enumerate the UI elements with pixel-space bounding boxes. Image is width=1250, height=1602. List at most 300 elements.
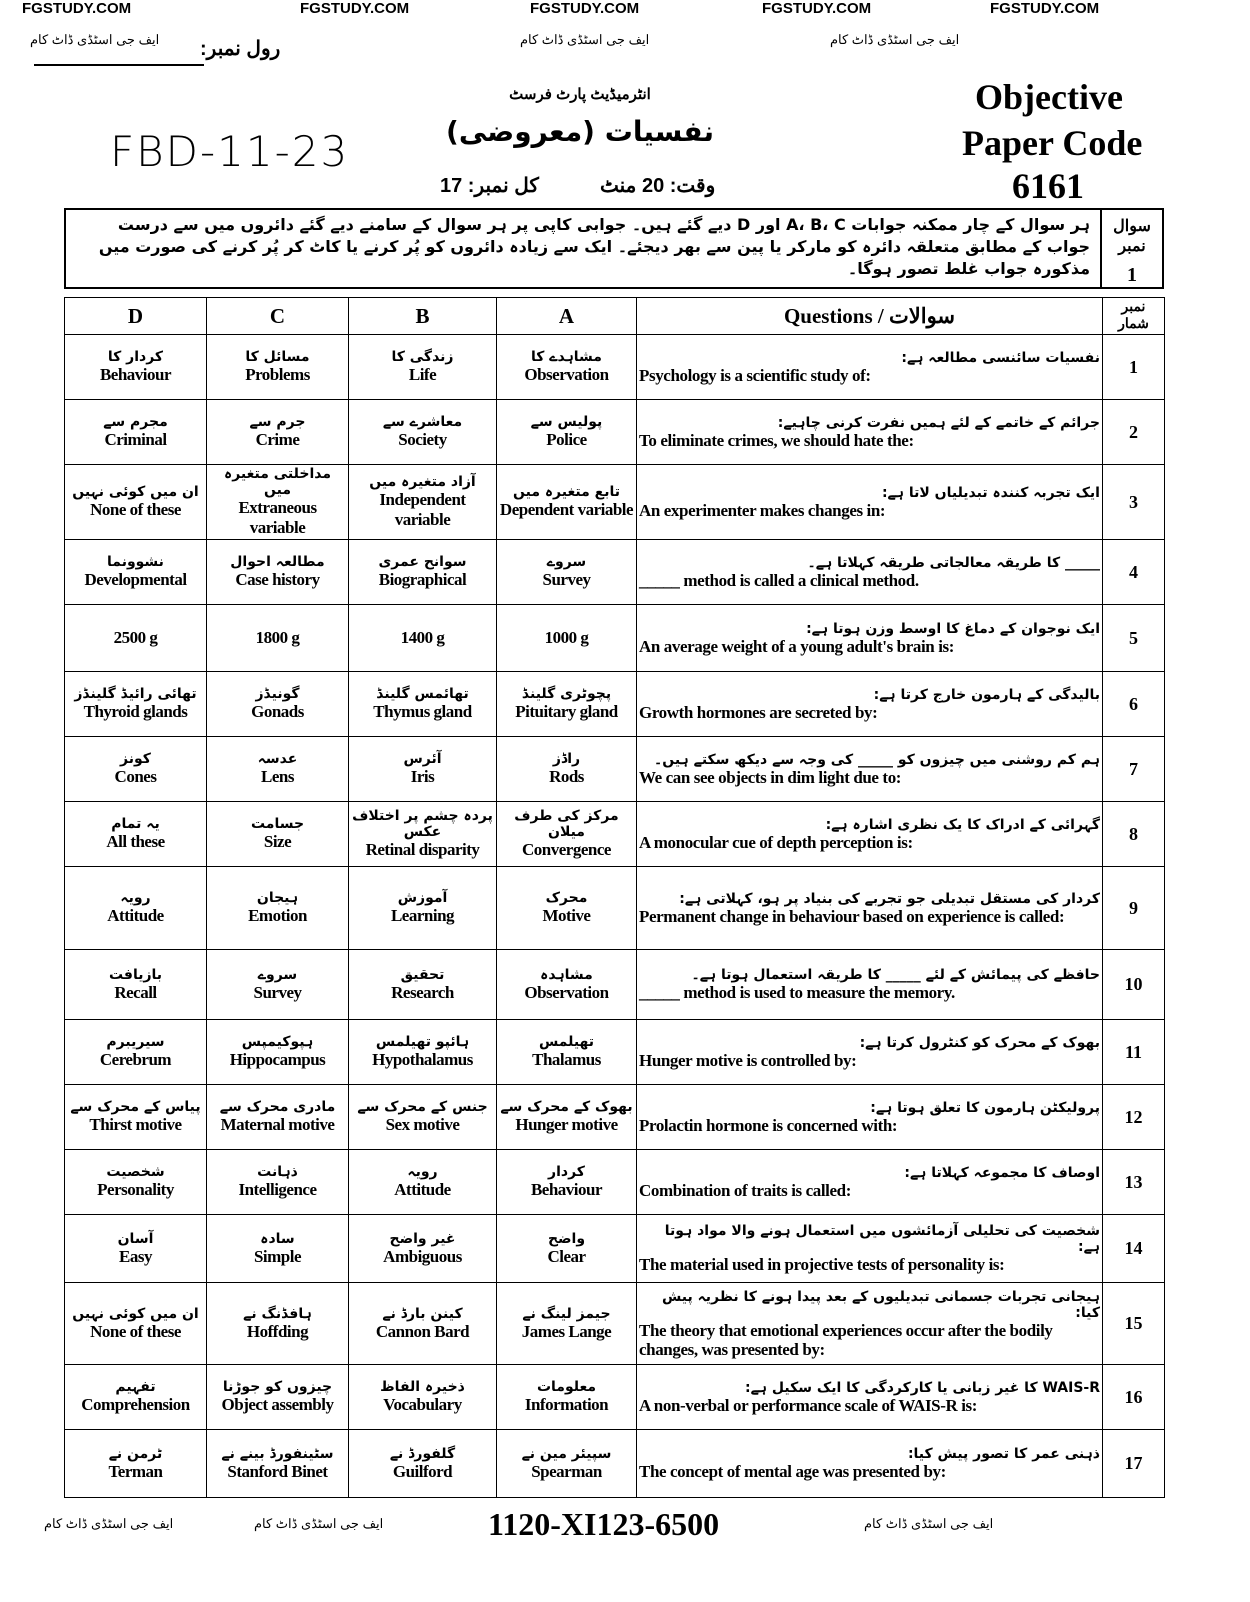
question-english: Permanent change in behaviour based on experience is called: <box>639 906 1065 926</box>
option-english: Simple <box>253 1246 302 1266</box>
question-number: 11 <box>1103 1020 1165 1085</box>
option-english: Maternal motive <box>220 1115 335 1134</box>
option-english: Terman <box>108 1461 163 1481</box>
option-urdu: سروے <box>257 966 298 983</box>
option-english: Personality <box>97 1180 174 1199</box>
option-urdu: مجرم سے <box>103 414 168 430</box>
option-urdu: ٹرمن نے <box>108 1445 163 1462</box>
option-urdu: تھیلمس <box>538 1034 595 1050</box>
option-english: Hoffding <box>246 1321 309 1341</box>
option-d <box>65 605 207 672</box>
option-a <box>497 400 637 465</box>
question-cell <box>637 867 1103 950</box>
question-urdu: حافظے کی پیمائش کے لئے _____ کا طریقہ استعمال ہوتا ہے۔ <box>691 967 1100 983</box>
paper-code-label: Paper Code <box>962 123 1143 163</box>
option-english: None of these <box>90 500 181 519</box>
option-d <box>65 950 207 1020</box>
roll-no-line <box>34 64 204 66</box>
option-d <box>65 1365 207 1430</box>
option-d <box>65 802 207 867</box>
option-d <box>65 672 207 737</box>
option-urdu: تحقیق <box>400 966 445 983</box>
option-c <box>207 737 349 802</box>
option-c <box>207 1283 349 1365</box>
option-english: Biographical <box>378 570 467 589</box>
option-c <box>207 400 349 465</box>
paper-type: Objective <box>975 77 1123 117</box>
question-english: Combination of traits is called: <box>639 1180 851 1200</box>
option-c <box>207 950 349 1020</box>
option-urdu: مشاہدے کا <box>531 349 602 365</box>
option-b <box>349 1085 497 1150</box>
option-urdu: تھائی رائیڈ گلینڈز <box>74 686 197 702</box>
option-urdu: جیمز لینگ نے <box>522 1305 611 1322</box>
option-english: Cones <box>114 767 157 786</box>
option-b <box>349 1150 497 1215</box>
option-b <box>349 1283 497 1365</box>
table-row <box>65 400 1165 465</box>
option-urdu: معاشرے سے <box>382 414 463 430</box>
option-a <box>497 1215 637 1283</box>
question-number: 8 <box>1103 802 1165 867</box>
option-c <box>207 1085 349 1150</box>
option-urdu: سوانح عمری <box>378 554 467 570</box>
option-urdu: مداخلتی متغیرہ میں <box>223 466 332 498</box>
subject-title: نفسیات (معروضی) <box>446 115 714 148</box>
footer <box>34 1504 1164 1554</box>
option-d <box>65 1020 207 1085</box>
table-row <box>65 1283 1165 1365</box>
option-english: Observation <box>524 982 609 1002</box>
option-c <box>207 540 349 605</box>
question-label: سوال نمبر <box>1113 218 1151 255</box>
option-english: Hippocampus <box>229 1050 326 1069</box>
option-english: Thirst motive <box>89 1115 182 1134</box>
question-number: 13 <box>1103 1150 1165 1215</box>
table-row <box>65 1020 1165 1085</box>
option-english: Cannon Bard <box>375 1321 470 1341</box>
option-urdu: ان میں کوئی نہیں <box>72 484 199 500</box>
header-a: A <box>497 298 637 335</box>
option-urdu: ہیجان <box>256 890 299 906</box>
option-b <box>349 1020 497 1085</box>
option-urdu: واضح <box>547 1230 586 1247</box>
watermark-urdu: ایف جی اسٹڈی ڈاٹ کام <box>30 32 160 47</box>
option-d <box>65 400 207 465</box>
question-urdu: کردار کی مستقل تبدیلی جو تجربے کی بنیاد پر ہو، کہلاتی ہے: <box>679 890 1100 907</box>
option-urdu: سیریبرم <box>106 1034 165 1050</box>
option-english: Sex motive <box>385 1115 460 1134</box>
option-english: 1400 g <box>400 628 445 647</box>
option-english: Clear <box>547 1246 586 1266</box>
option-english: Survey <box>253 982 302 1002</box>
option-urdu: پردہ چشم پر اختلاف عکس <box>352 808 493 840</box>
question-cell <box>637 1215 1103 1283</box>
option-urdu: چیزوں کو جوڑنا <box>222 1379 333 1395</box>
question-cell <box>637 737 1103 802</box>
option-english: Attitude <box>107 906 164 925</box>
option-urdu: ان میں کوئی نہیں <box>72 1305 199 1322</box>
table-row <box>65 1430 1165 1498</box>
option-english: Guilford <box>392 1461 453 1481</box>
watermark: FGSTUDY.COM <box>530 0 640 17</box>
question-english: A monocular cue of depth perception is: <box>639 832 913 852</box>
option-english: Attitude <box>394 1180 451 1199</box>
option-urdu: سپیئر مین نے <box>521 1445 612 1462</box>
question-urdu: پرولیکٹن ہارمون کا تعلق ہوتا ہے: <box>870 1099 1100 1116</box>
header-c: C <box>207 298 349 335</box>
question-english: _____ method is used to measure the memory. <box>639 983 955 1002</box>
option-b <box>349 465 497 540</box>
option-urdu: شخصیت <box>106 1164 165 1180</box>
question-number: 14 <box>1103 1215 1165 1283</box>
option-urdu: تابع متغیرہ میں <box>513 484 620 500</box>
option-a <box>497 737 637 802</box>
option-urdu: گونیڈز <box>255 686 300 702</box>
option-b <box>349 540 497 605</box>
question-number: 1 <box>1127 264 1137 286</box>
option-english: Recall <box>114 982 157 1002</box>
option-d <box>65 465 207 540</box>
question-cell <box>637 1283 1103 1365</box>
option-english: Case history <box>235 570 320 589</box>
question-number: 5 <box>1103 605 1165 672</box>
option-d <box>65 737 207 802</box>
total-marks: کل نمبر: 17 <box>440 175 539 197</box>
option-english: Behaviour <box>530 1180 603 1199</box>
option-english: Learning <box>390 906 455 925</box>
header-serial: نمبر شمار <box>1103 298 1165 335</box>
option-urdu: یہ تمام <box>111 816 160 832</box>
option-urdu: جرم سے <box>249 414 306 430</box>
table-row <box>65 737 1165 802</box>
option-b <box>349 1365 497 1430</box>
table-header-row <box>65 298 1165 335</box>
question-number-cell <box>1100 210 1162 287</box>
option-english: James Lange <box>521 1321 612 1341</box>
option-english: Developmental <box>84 570 187 589</box>
paper-code: 6161 <box>1012 166 1084 206</box>
option-english: Behaviour <box>99 365 172 384</box>
question-english: Growth hormones are secreted by: <box>639 702 878 722</box>
table-row <box>65 335 1165 400</box>
question-cell <box>637 465 1103 540</box>
option-english: Vocabulary <box>383 1395 462 1414</box>
option-english: 1800 g <box>255 628 300 647</box>
header-questions: Questions / سوالات <box>637 298 1103 335</box>
question-cell <box>637 802 1103 867</box>
watermark-urdu: ایف جی اسٹڈی ڈاٹ کام <box>864 1516 994 1531</box>
option-urdu: پیاس کے محرک سے <box>70 1099 201 1115</box>
option-english: None of these <box>90 1321 181 1341</box>
option-english: Emotion <box>248 906 307 925</box>
option-english: Rods <box>549 767 584 786</box>
option-english: Information <box>524 1395 609 1414</box>
option-b <box>349 1215 497 1283</box>
question-english: An average weight of a young adult's brain is: <box>639 636 955 656</box>
footer-code: 1120-XI123-6500 <box>488 1506 720 1542</box>
table-row <box>65 540 1165 605</box>
option-urdu: معلومات <box>536 1379 597 1395</box>
option-urdu: سٹینفورڈ بینے نے <box>221 1445 334 1462</box>
option-d <box>65 335 207 400</box>
option-a <box>497 1283 637 1365</box>
roll-no-label: رول نمبر: <box>200 38 281 60</box>
question-cell <box>637 1020 1103 1085</box>
option-d <box>65 1215 207 1283</box>
question-cell <box>637 672 1103 737</box>
option-english: Spearman <box>531 1461 602 1481</box>
question-urdu: جرائم کے خاتمے کے لئے ہمیں نفرت کرنی چاہیے: <box>777 414 1100 431</box>
question-cell <box>637 400 1103 465</box>
question-urdu: گہرائی کے ادراک کا یک نظری اشارہ ہے: <box>825 816 1100 833</box>
option-a <box>497 1085 637 1150</box>
question-english: Prolactin hormone is concerned with: <box>639 1115 898 1135</box>
question-cell <box>637 1150 1103 1215</box>
option-english: Thyroid glands <box>83 702 188 721</box>
question-number: 10 <box>1103 950 1165 1020</box>
content-flow <box>44 208 1164 1554</box>
option-english: Cerebrum <box>99 1050 172 1069</box>
option-urdu: بازیافت <box>108 966 163 983</box>
option-urdu: سادہ <box>260 1230 295 1247</box>
option-english: Survey <box>542 570 591 589</box>
question-urdu: ایک نوجوان کے دماغ کا اوسط وزن ہوتا ہے: <box>806 620 1100 637</box>
time-allowed: وقت: 20 منٹ <box>600 175 716 197</box>
option-c <box>207 1020 349 1085</box>
question-number: 3 <box>1103 465 1165 540</box>
question-english: A non-verbal or performance scale of WAIS-R is: <box>639 1395 978 1415</box>
option-c <box>207 802 349 867</box>
option-urdu: زندگی کا <box>391 349 454 365</box>
option-urdu: سروے <box>546 554 587 570</box>
option-a <box>497 1365 637 1430</box>
question-english: An experimenter makes changes in: <box>639 500 886 520</box>
option-d <box>65 1283 207 1365</box>
option-urdu: نشوونما <box>107 554 164 570</box>
option-urdu: آئرس <box>403 751 442 767</box>
question-english: The concept of mental age was presented by: <box>639 1462 946 1481</box>
option-english: Problems <box>245 365 310 384</box>
option-urdu: کینن بارڈ نے <box>382 1305 463 1322</box>
option-urdu: کردار <box>548 1164 585 1180</box>
question-cell <box>637 335 1103 400</box>
question-number: 12 <box>1103 1085 1165 1150</box>
option-a <box>497 335 637 400</box>
question-number: 7 <box>1103 737 1165 802</box>
option-c <box>207 605 349 672</box>
option-urdu: گلفورڈ نے <box>389 1445 456 1462</box>
option-urdu: جسامت <box>250 816 305 832</box>
option-english: All these <box>106 832 165 851</box>
option-d <box>65 1150 207 1215</box>
option-urdu: کونز <box>120 751 151 767</box>
question-english: To eliminate crimes, we should hate the: <box>639 430 914 450</box>
table-row <box>65 802 1165 867</box>
option-english: Gonads <box>251 702 304 721</box>
option-c <box>207 1430 349 1498</box>
option-english: Independent variable <box>379 490 466 529</box>
option-urdu: کردار کا <box>107 349 164 365</box>
question-urdu: ایک تجربہ کنندہ تبدیلیاں لاتا ہے: <box>881 484 1100 501</box>
watermark-urdu: ایف جی اسٹڈی ڈاٹ کام <box>254 1516 384 1531</box>
question-english: _____ method is called a clinical method. <box>639 570 919 590</box>
option-b <box>349 737 497 802</box>
option-a <box>497 465 637 540</box>
question-cell <box>637 1430 1103 1498</box>
question-number: 2 <box>1103 400 1165 465</box>
table-row <box>65 1150 1165 1215</box>
question-english: Hunger motive is controlled by: <box>639 1050 857 1070</box>
table-row <box>65 1085 1165 1150</box>
option-english: Convergence <box>522 840 611 859</box>
option-urdu: آزاد متغیرہ میں <box>369 474 476 490</box>
option-urdu: مشاہدہ <box>540 966 593 983</box>
option-d <box>65 1085 207 1150</box>
table-row <box>65 672 1165 737</box>
question-urdu: ذہنی عمر کا تصور پیش کیا: <box>907 1446 1100 1462</box>
option-english: Research <box>391 982 454 1002</box>
question-urdu: نفسیات سائنسی مطالعہ ہے: <box>901 349 1100 366</box>
question-urdu: بھوک کے محرک کو کنٹرول کرتا ہے: <box>859 1034 1100 1051</box>
option-c <box>207 465 349 540</box>
option-urdu: غیر واضح <box>389 1230 456 1247</box>
question-urdu: شخصیت کی تحلیلی آزمائشوں میں استعمال ہونے والا مواد ہوتا ہے: <box>664 1223 1100 1255</box>
question-number: 6 <box>1103 672 1165 737</box>
option-d <box>65 867 207 950</box>
question-cell <box>637 1085 1103 1150</box>
table-row <box>65 1215 1165 1283</box>
option-c <box>207 1365 349 1430</box>
option-english: Society <box>398 430 447 449</box>
option-a <box>497 1430 637 1498</box>
option-english: Retinal disparity <box>365 840 480 859</box>
option-b <box>349 1430 497 1498</box>
option-c <box>207 335 349 400</box>
question-number: 9 <box>1103 867 1165 950</box>
option-urdu: ہائپو تھیلمس <box>375 1034 470 1050</box>
option-urdu: تفہیم <box>115 1379 156 1395</box>
option-urdu: مرکز کی طرف میلان <box>514 808 619 840</box>
option-english: Thymus gland <box>373 702 472 721</box>
option-english: 1000 g <box>544 628 589 647</box>
question-cell <box>637 1365 1103 1430</box>
option-urdu: تھائمس گلینڈ <box>376 686 469 702</box>
watermark-urdu: ایف جی اسٹڈی ڈاٹ کام <box>44 1516 174 1531</box>
option-english: Thalamus <box>532 1050 601 1069</box>
question-cell <box>637 950 1103 1020</box>
option-english: 2500 g <box>113 628 158 647</box>
option-a <box>497 605 637 672</box>
option-english: Pituitary gland <box>515 702 618 721</box>
question-english: We can see objects in dim light due to: <box>639 767 902 787</box>
option-english: Object assembly <box>221 1395 334 1414</box>
question-cell <box>637 605 1103 672</box>
option-english: Size <box>263 832 292 851</box>
table-row <box>65 867 1165 950</box>
option-urdu: رویہ <box>407 1164 438 1180</box>
option-c <box>207 1150 349 1215</box>
option-b <box>349 867 497 950</box>
option-d <box>65 1430 207 1498</box>
question-number: 1 <box>1103 335 1165 400</box>
option-urdu: رویہ <box>120 890 151 906</box>
table-row <box>65 605 1165 672</box>
option-english: Iris <box>410 767 435 786</box>
question-urdu: ہم کم روشنی میں چیزوں کو _____ کی وجہ سے دیکھ سکتے ہیں۔ <box>654 751 1100 768</box>
option-urdu: ذہانت <box>257 1164 298 1180</box>
option-urdu: مسائل کا <box>245 349 310 365</box>
option-b <box>349 672 497 737</box>
option-english: Life <box>408 365 437 384</box>
option-urdu: پولیس سے <box>530 414 603 430</box>
option-a <box>497 802 637 867</box>
option-urdu: راڈز <box>552 751 581 767</box>
option-english: Observation <box>524 365 609 384</box>
watermark: FGSTUDY.COM <box>762 0 872 17</box>
watermark-urdu: ایف جی اسٹڈی ڈاٹ کام <box>830 32 960 47</box>
option-english: Motive <box>542 906 591 925</box>
option-english: Ambiguous <box>383 1246 462 1266</box>
option-urdu: آسان <box>117 1230 154 1247</box>
question-urdu: _____ کا طریقہ معالجاتی طریقہ کہلاتا ہے۔ <box>807 554 1100 571</box>
table-row <box>65 1365 1165 1430</box>
question-cell <box>637 540 1103 605</box>
option-english: Hypothalamus <box>372 1050 473 1069</box>
question-number: 15 <box>1103 1283 1165 1365</box>
option-english: Stanford Binet <box>227 1461 328 1481</box>
question-number: 17 <box>1103 1430 1165 1498</box>
option-english: Criminal <box>104 430 167 449</box>
option-b <box>349 335 497 400</box>
option-urdu: جنس کے محرک سے <box>357 1099 488 1115</box>
table-row <box>65 950 1165 1020</box>
watermark: FGSTUDY.COM <box>990 0 1100 17</box>
table-row <box>65 465 1165 540</box>
option-urdu: ہافڈنگ نے <box>243 1305 312 1322</box>
option-english: Police <box>546 430 587 449</box>
option-a <box>497 950 637 1020</box>
option-b <box>349 802 497 867</box>
question-urdu: ہیجانی تجربات جسمانی تبدیلیوں کے بعد پیدا ہونے کا نظریہ پیش کیا: <box>661 1288 1100 1321</box>
option-english: Hunger motive <box>515 1115 618 1134</box>
level-label: انٹرمیڈیٹ پارٹ فرسٹ <box>509 86 651 103</box>
question-english: The material used in projective tests of personality is: <box>639 1255 1005 1274</box>
option-a <box>497 672 637 737</box>
option-urdu: ہپوکیمپس <box>241 1034 314 1050</box>
instructions-text: ہر سوال کے چار ممکنہ جوابات A، B، C اور D دیے گئے ہیں۔ جوابی کاپی پر ہر سوال کے سامنے دیے گئے دائروں میں سے درست جواب کے مطابق متعلقہ دائرہ کو مارکر یا پین سے بھر دیجئے۔ ایک سے زیادہ دائروں کو پُر کرنے یا کاٹ کر پُر کرنے کی صورت میں مذکورہ جواب غلط تصور ہوگا۔ <box>98 215 1090 278</box>
question-urdu: WAIS-R کا غیر زبانی یا کارکردگی کا ایک سکیل ہے: <box>744 1379 1100 1396</box>
option-c <box>207 672 349 737</box>
header-b: B <box>349 298 497 335</box>
option-urdu: مطالعہ احوال <box>230 554 325 570</box>
option-english: Lens <box>261 767 294 786</box>
questions-table <box>64 297 1165 1498</box>
option-c <box>207 867 349 950</box>
option-b <box>349 400 497 465</box>
watermark: FGSTUDY.COM <box>300 0 410 17</box>
option-b <box>349 605 497 672</box>
question-urdu: بالیدگی کے ہارمون خارج کرتا ہے: <box>873 686 1100 703</box>
option-c <box>207 1215 349 1283</box>
header-d: D <box>65 298 207 335</box>
watermark: FGSTUDY.COM <box>22 0 132 17</box>
question-number: 4 <box>1103 540 1165 605</box>
instructions-box <box>64 208 1164 289</box>
watermark-urdu: ایف جی اسٹڈی ڈاٹ کام <box>520 32 650 47</box>
option-a <box>497 1020 637 1085</box>
option-urdu: پچوٹری گلینڈ <box>521 686 612 702</box>
